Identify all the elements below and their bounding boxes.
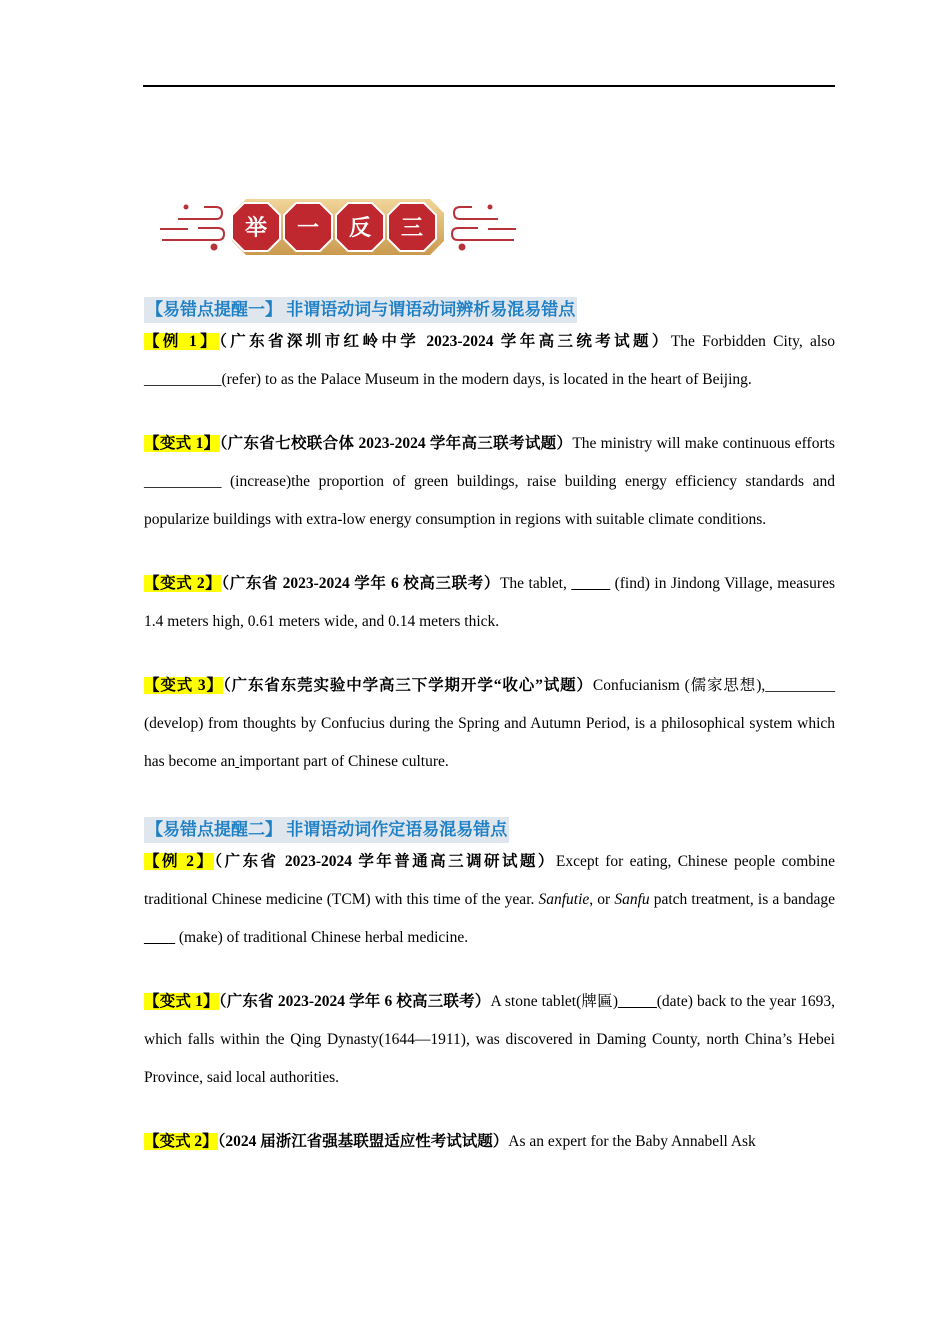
question-tag: 【变式 1】 bbox=[144, 993, 219, 1010]
question-text: The tablet, bbox=[499, 575, 567, 592]
question-s2-2 bbox=[144, 983, 835, 1097]
question-text: The ministry will make continuous efforts __________ (increase)the proportion of green buildings, raise building energy efficiency standards and popularize buildings with extra-low energy consumption in regions with suitable climate conditions. bbox=[144, 435, 835, 528]
answer-blank: ____ bbox=[144, 929, 175, 946]
question-text: patch treatment, is a bandage bbox=[649, 891, 835, 908]
answer-blank: _____ bbox=[617, 993, 657, 1010]
banner-char-3: 反 bbox=[348, 216, 372, 241]
question-italic-term: Sanfutie bbox=[538, 891, 590, 908]
question-s1-4 bbox=[144, 667, 835, 781]
question-tag: 【例 1】 bbox=[144, 333, 220, 350]
question-text: (make) of traditional Chinese herbal medicine. bbox=[175, 929, 469, 946]
answer-blank: _____ bbox=[571, 575, 611, 592]
right-cloud-ornament bbox=[452, 207, 516, 240]
question-text: , or bbox=[589, 891, 615, 908]
question-source: （广东省 2023-2024 学年 6 校高三联考） bbox=[218, 993, 491, 1010]
question-s1-3 bbox=[144, 565, 835, 641]
question-text: (date) back to the year 1693, which falls within the Qing Dynasty(1644—1911), was discovered in Daming County, north China’s Hebei Province, said local authorities. bbox=[144, 993, 835, 1086]
question-s2-3 bbox=[144, 1123, 835, 1161]
question-s1-2 bbox=[144, 425, 835, 539]
section-title-2: 【易错点提醒二】 非谓语动词作定语易混易错点 bbox=[144, 817, 509, 843]
question-tag: 【变式 2】 bbox=[144, 575, 222, 592]
header-rule bbox=[143, 85, 835, 87]
question-text: Confucianism (儒家思想),_________ (develop) from thoughts by Confucius during the Spring and Autumn Period, is a philosophical system which has become an bbox=[144, 677, 835, 770]
question-tag: 【例 2】 bbox=[144, 853, 215, 870]
question-source: （广东省东莞实验中学高三下学期开学“收心”试题） bbox=[222, 677, 593, 694]
question-text: (find) in Jindong Village, measures 1.4 meters high, 0.61 meters wide, and 0.14 meters thick. bbox=[144, 575, 835, 630]
question-source: （2024 届浙江省强基联盟适应性考试试题） bbox=[217, 1133, 509, 1150]
left-cloud-ornament bbox=[160, 207, 224, 240]
question-text: A stone tablet(牌匾) bbox=[490, 993, 618, 1010]
question-text: important part of Chinese culture. bbox=[239, 753, 449, 770]
banner-char-2: 一 bbox=[296, 216, 320, 241]
question-s2-1 bbox=[144, 843, 835, 957]
banner-char-4: 三 bbox=[400, 216, 424, 241]
banner-graphic bbox=[158, 195, 518, 259]
question-text: The Forbidden City, also __________(refer) to as the Palace Museum in the modern days, is located in the heart of Beijing. bbox=[144, 333, 835, 388]
document-body bbox=[144, 295, 835, 1161]
question-text: As an expert for the Baby Annabell Ask bbox=[508, 1133, 756, 1150]
question-source: （广东省七校联合体 2023-2024 学年高三联考试题） bbox=[219, 435, 573, 452]
question-tag: 【变式 2】 bbox=[144, 1133, 218, 1150]
question-source: （广东省深圳市红岭中学 2023-2024 学年高三统考试题） bbox=[219, 333, 671, 350]
question-italic-term: Sanfu bbox=[614, 891, 650, 908]
banner-char-1: 举 bbox=[244, 216, 268, 241]
question-source: （广东省 2023-2024 学年 6 校高三联考） bbox=[221, 575, 500, 592]
question-source: （广东省 2023-2024 学年普通高三调研试题） bbox=[214, 853, 556, 870]
question-tag: 【变式 1】 bbox=[144, 435, 220, 452]
question-text: Except for eating, Chinese people combine traditional Chinese medicine (TCM) with this time of the year. bbox=[144, 853, 835, 908]
question-s1-1 bbox=[144, 323, 835, 399]
question-tag: 【变式 3】 bbox=[144, 677, 223, 694]
section-title-1: 【易错点提醒一】 非谓语动词与谓语动词辨析易混易错点 bbox=[144, 297, 577, 323]
